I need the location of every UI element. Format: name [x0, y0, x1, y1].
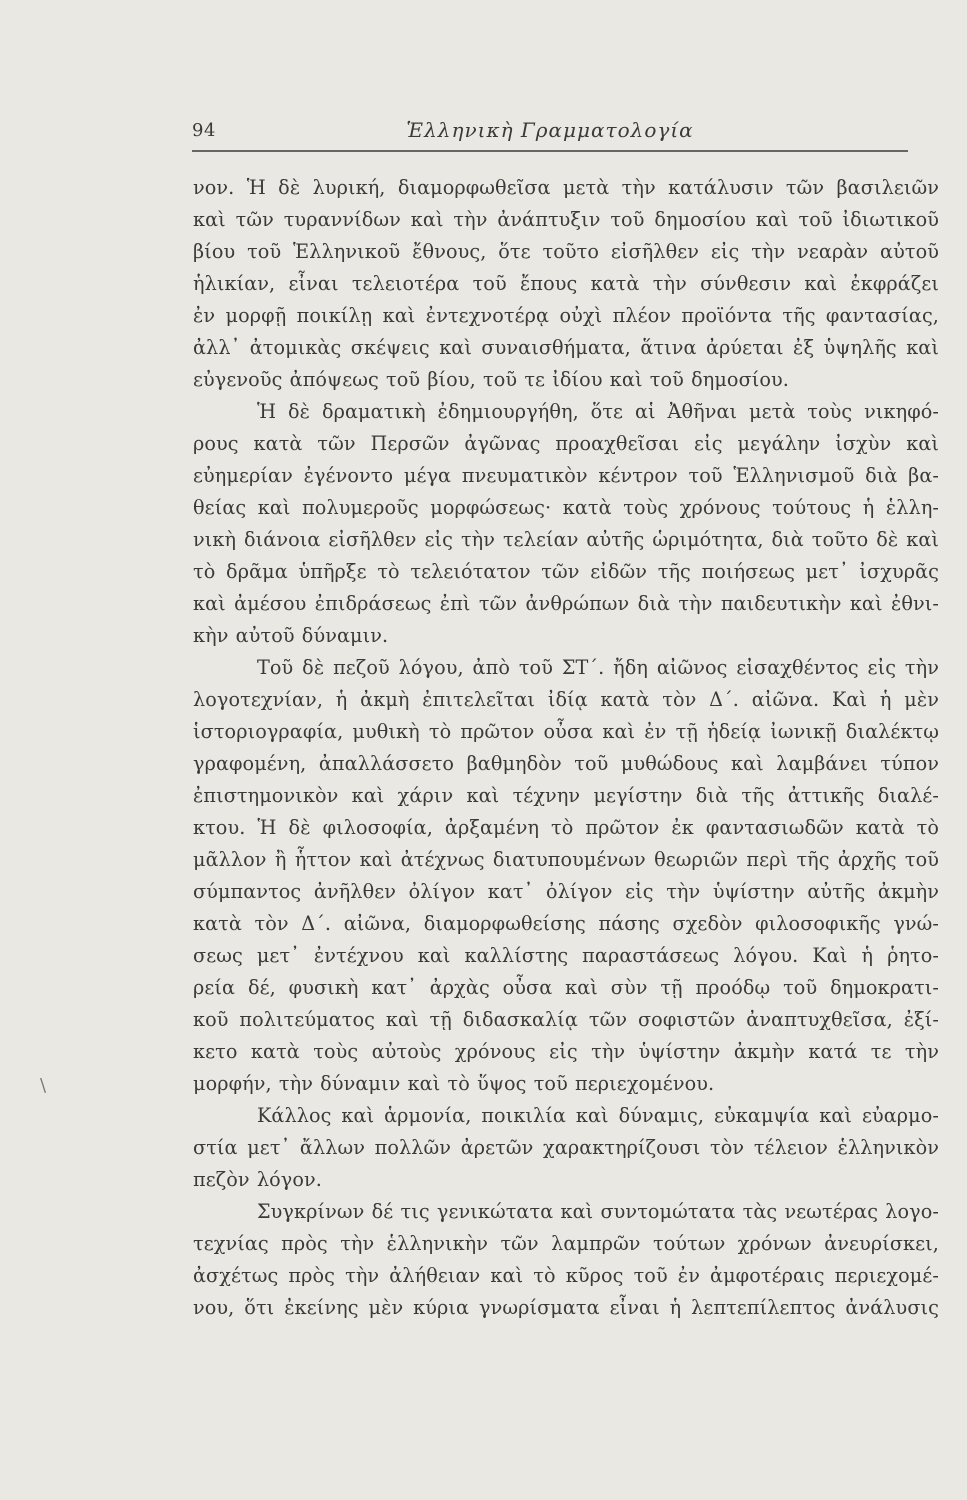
text-line: νικὴ διάνοια εἰσῆλθεν εἰς τὴν τελείαν αὐτῆς ὡριμότητα, διὰ τοῦτο δὲ καὶ [193, 528, 939, 551]
text-line: τεχνίας πρὸς τὴν ἑλληνικὴν τῶν λαμπρῶν τούτων χρόνων ἀνευρίσκει, [193, 1232, 939, 1255]
body-text [193, 172, 939, 1324]
text-line: τὸ δρᾶμα ὑπῆρξε τὸ τελειότατον τῶν εἰδῶν τῆς ποιήσεως μετ᾽ ἰσχυρᾶς [193, 560, 939, 583]
text-line: Κάλλος καὶ ἁρμονία, ποικιλία καὶ δύναμις, εὐκαμψία καὶ εὐαρμο- [257, 1104, 939, 1127]
running-title: Ἑλληνικὴ Γραμματολογία [406, 118, 694, 142]
text-line: μορφήν, τὴν δύναμιν καὶ τὸ ὕψος τοῦ περιεχομένου. [193, 1072, 715, 1095]
text-line: Τοῦ δὲ πεζοῦ λόγου, ἀπὸ τοῦ ΣΤ´. ἤδη αἰῶνος εἰσαχθέντος εἰς τὴν [257, 656, 939, 679]
text-line: βίου τοῦ Ἑλληνικοῦ ἔθνους, ὅτε τοῦτο εἰσῆλθεν εἰς τὴν νεαρὰν αὐτοῦ [193, 240, 939, 263]
text-line: νου, ὅτι ἐκείνης μὲν κύρια γνωρίσματα εἶναι ἡ λεπτεπίλεπτος ἀνάλυσις [193, 1296, 939, 1319]
text-line: ἐπιστημονικὸν καὶ χάριν καὶ τέχνην μεγίστην διὰ τῆς ἀττικῆς διαλέ- [193, 784, 939, 807]
text-line: σεως μετ᾽ ἐντέχνου καὶ καλλίστης παραστάσεως λόγου. Καὶ ἡ ῥητο- [193, 944, 939, 967]
text-line: στία μετ᾽ ἄλλων πολλῶν ἀρετῶν χαρακτηρίζουσι τὸν τέλειον ἑλληνικὸν [193, 1136, 939, 1159]
text-line: ρεία δέ, φυσικὴ κατ᾽ ἀρχὰς οὖσα καὶ σὺν τῇ προόδῳ τοῦ δημοκρατι- [193, 976, 939, 999]
text-line: κατὰ τὸν Δ´. αἰῶνα, διαμορφωθείσης πάσης σχεδὸν φιλοσοφικῆς γνώ- [193, 912, 939, 935]
text-line: μᾶλλον ἢ ἧττον καὶ ἀτέχνως διατυπουμένων θεωριῶν περὶ τῆς ἀρχῆς τοῦ [193, 848, 939, 871]
text-line: Συγκρίνων δέ τις γενικώτατα καὶ συντομώτατα τὰς νεωτέρας λογο- [257, 1200, 939, 1223]
text-line: πεζὸν λόγον. [193, 1168, 322, 1191]
text-line: καὶ τῶν τυραννίδων καὶ τὴν ἀνάπτυξιν τοῦ δημοσίου καὶ τοῦ ἰδιωτικοῦ [193, 208, 939, 231]
text-line: κὴν αὐτοῦ δύναμιν. [193, 624, 389, 647]
text-line: θείας καὶ πολυμεροῦς μορφώσεως· κατὰ τοὺς χρόνους τούτους ἡ ἑλλη- [193, 496, 939, 519]
text-line: νον. Ἡ δὲ λυρική, διαμορφωθεῖσα μετὰ τὴν κατάλυσιν τῶν βασιλειῶν [193, 176, 939, 199]
text-line: εὐημερίαν ἐγένοντο μέγα πνευματικὸν κέντρον τοῦ Ἑλληνισμοῦ διὰ βα- [193, 464, 939, 487]
page-header [192, 112, 908, 148]
text-line: ἱστοριογραφία, μυθικὴ τὸ πρῶτον οὖσα καὶ ἐν τῇ ἡδείᾳ ἰωνικῇ διαλέκτῳ [193, 720, 939, 743]
text-line: κετο κατὰ τοὺς αὐτοὺς χρόνους εἰς τὴν ὑψίστην ἀκμὴν κατά τε τὴν [193, 1040, 939, 1063]
text-line: ἀλλ᾽ ἀτομικὰς σκέψεις καὶ συναισθήματα, ἅτινα ἀρύεται ἐξ ὑψηλῆς καὶ [193, 336, 939, 359]
text-line: σύμπαντος ἀνῆλθεν ὀλίγον κατ᾽ ὀλίγον εἰς τὴν ὑψίστην αὐτῆς ἀκμὴν [193, 880, 939, 903]
text-line: ἐν μορφῇ ποικίλῃ καὶ ἐντεχνοτέρᾳ οὐχὶ πλέον προϊόντα τῆς φαντασίας, [193, 304, 939, 327]
text-line: ἡλικίαν, εἶναι τελειοτέρα τοῦ ἔπους κατὰ τὴν σύνθεσιν καὶ ἐκφράζει [193, 272, 939, 295]
text-line: καὶ ἀμέσου ἐπιδράσεως ἐπὶ τῶν ἀνθρώπων διὰ τὴν παιδευτικὴν καὶ ἐθνι- [193, 592, 939, 615]
text-line: γραφομένη, ἀπαλλάσσετο βαθμηδὸν τοῦ μυθώδους καὶ λαμβάνει τύπον [193, 752, 939, 775]
text-line: εὐγενοῦς ἀπόψεως τοῦ βίου, τοῦ τε ἰδίου καὶ τοῦ δημοσίου. [193, 368, 790, 391]
page-number: 94 [192, 120, 216, 141]
margin-mark: \ [40, 1075, 47, 1096]
text-line: Ἡ δὲ δραματικὴ ἐδημιουργήθη, ὅτε αἱ Ἀθῆναι μετὰ τοὺς νικηφό- [257, 400, 939, 423]
text-line: κοῦ πολιτεύματος καὶ τῇ διδασκαλίᾳ τῶν σοφιστῶν ἀναπτυχθεῖσα, ἐξί- [193, 1008, 939, 1031]
header-rule [192, 150, 908, 152]
text-line: λογοτεχνίαν, ἡ ἀκμὴ ἐπιτελεῖται ἰδίᾳ κατὰ τὸν Δ´. αἰῶνα. Καὶ ἡ μὲν [193, 688, 939, 711]
text-line: κτου. Ἡ δὲ φιλοσοφία, ἀρξαμένη τὸ πρῶτον ἐκ φαντασιωδῶν κατὰ τὸ [193, 816, 939, 839]
text-line: ρους κατὰ τῶν Περσῶν ἀγῶνας προαχθεῖσαι εἰς μεγάλην ἰσχὺν καὶ [193, 432, 939, 455]
text-line: ἀσχέτως πρὸς τὴν ἀλήθειαν καὶ τὸ κῦρος τοῦ ἐν ἀμφοτέραις περιεχομέ- [193, 1264, 939, 1287]
